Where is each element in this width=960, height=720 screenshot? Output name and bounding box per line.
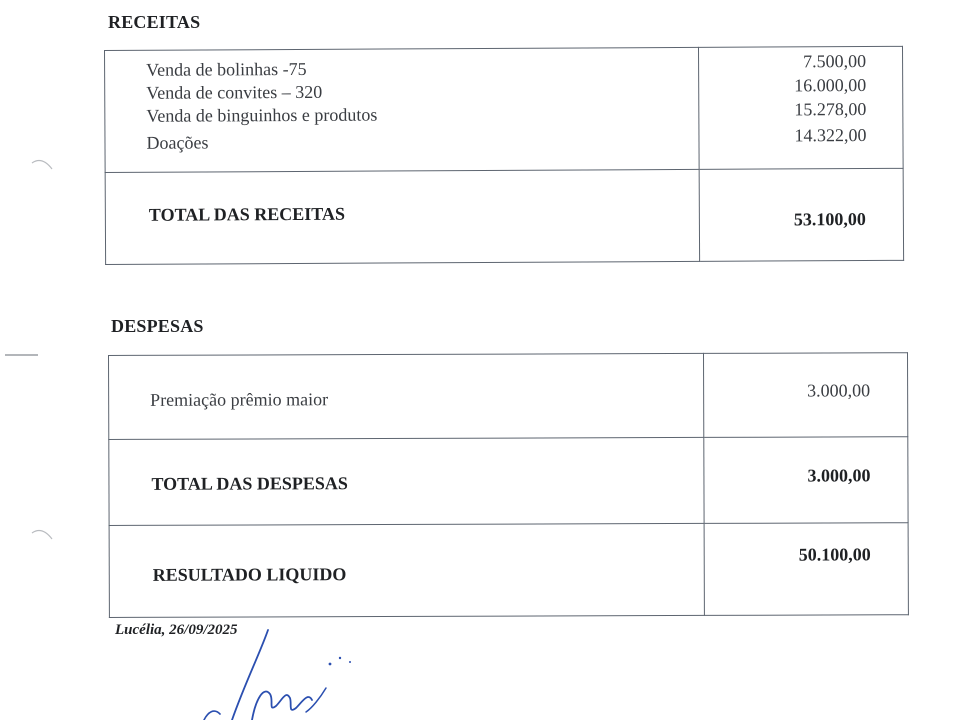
despesa-item-value: 3.000,00 <box>703 353 908 438</box>
receitas-items-value-cell <box>698 46 903 169</box>
receitas-title: RECEITAS <box>108 12 201 32</box>
resultado-label: RESULTADO LIQUIDO <box>109 523 704 617</box>
receitas-items-desc-cell <box>105 47 700 172</box>
signature-icon <box>190 628 360 720</box>
receita-item-desc: Venda de bolinhas -75 <box>146 58 307 80</box>
resultado-row <box>109 523 908 618</box>
receitas-table <box>104 46 904 265</box>
receita-item-desc: Doações <box>146 132 209 153</box>
resultado-value: 50.100,00 <box>704 523 909 616</box>
receita-item-desc: Venda de convites – 320 <box>146 81 323 103</box>
receitas-total-label: TOTAL DAS RECEITAS <box>105 169 699 264</box>
despesas-total-row <box>109 437 908 526</box>
despesa-item-row <box>109 353 908 440</box>
punch-hole-mark <box>30 155 56 177</box>
despesas-title: DESPESAS <box>111 316 204 336</box>
punch-hole-mark <box>30 525 56 547</box>
receita-item-value: 15.278,00 <box>794 99 867 120</box>
receita-item-desc: Venda de binguinhos e produtos <box>146 104 378 126</box>
place-date: Lucélia, 26/09/2025 <box>115 622 238 638</box>
receita-item-value: 14.322,00 <box>794 125 867 146</box>
despesas-total-label: TOTAL DAS DESPESAS <box>109 437 704 525</box>
punch-hole-mark <box>4 350 40 360</box>
despesa-item-desc: Premiação prêmio maior <box>109 353 704 439</box>
receita-item-value: 16.000,00 <box>794 75 867 96</box>
receitas-total-value: 53.100,00 <box>699 168 903 261</box>
despesas-total-value: 3.000,00 <box>704 437 909 524</box>
receitas-total-row <box>105 168 903 264</box>
receita-item-value: 7.500,00 <box>803 51 867 72</box>
receitas-items-row <box>105 46 904 172</box>
despesas-table <box>108 352 909 618</box>
